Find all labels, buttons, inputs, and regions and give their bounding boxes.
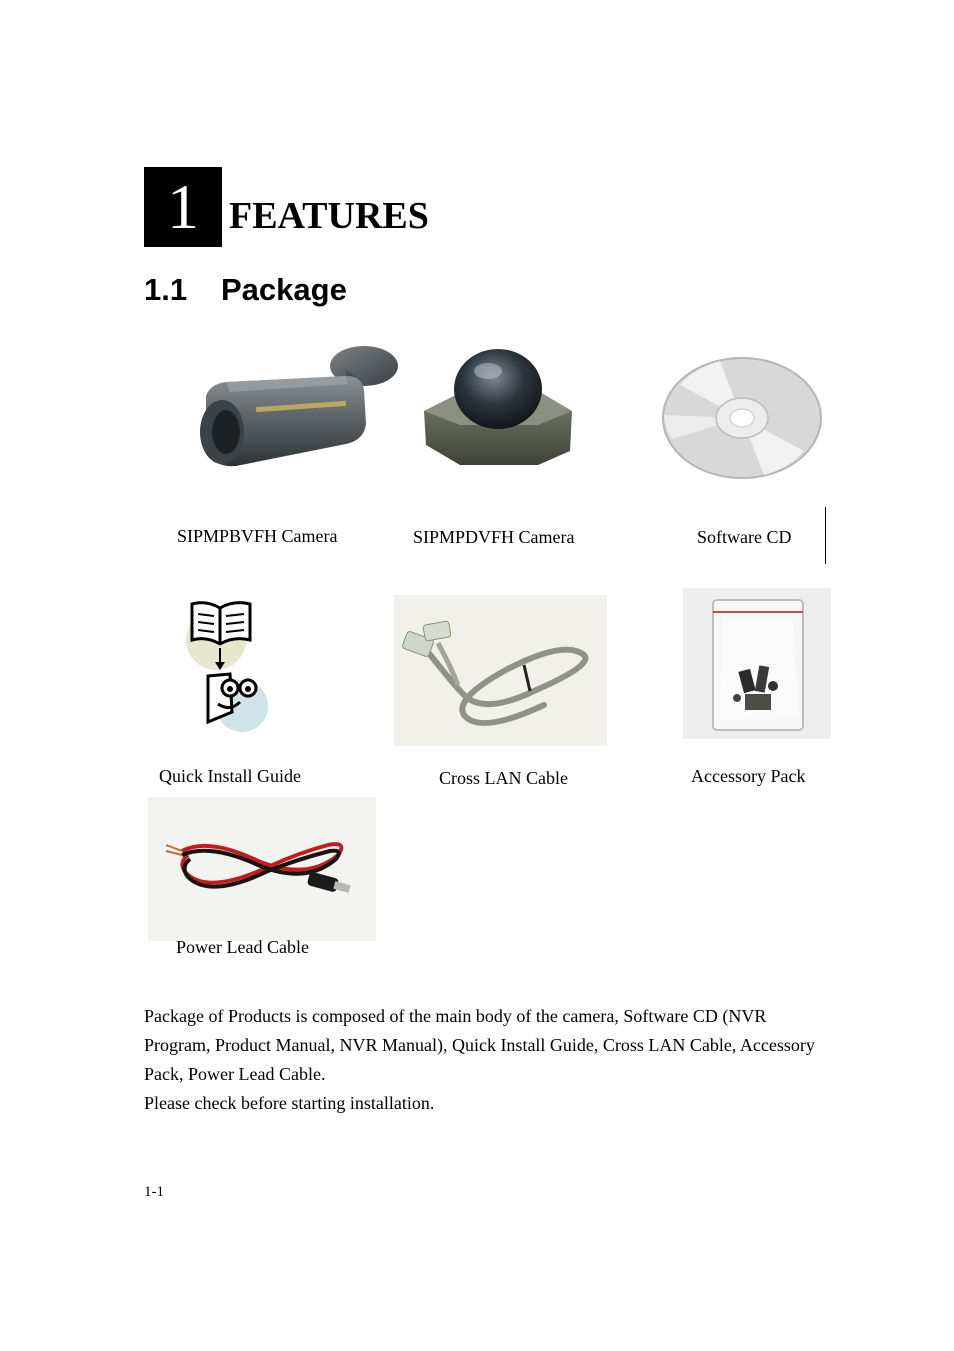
item-caption: Accessory Pack [691,766,806,786]
accessory-pack-icon [683,588,831,739]
dome-camera-icon [420,345,574,467]
section-number: 1.1 [144,272,188,307]
description-text [144,1002,824,1118]
chapter-title: FEATURES [229,195,429,237]
item-caption: SIPMPDVFH Camera [413,527,575,547]
item-caption: Quick Install Guide [159,766,301,786]
description-paragraph: Package of Products is composed of the main body of the camera, Software CD (NVR Program, Product Manual, NVR Manual), Quick Install Guide, Cross LAN Cable, Accessory Pack, Power Lead Cable. [144,1006,815,1084]
section-heading [144,270,347,310]
item-caption: Software CD [697,527,792,547]
bullet-camera-icon [196,340,402,470]
description-note: Please check before starting installation. [144,1093,435,1113]
item-caption: Power Lead Cable [176,937,309,957]
section-title: Package [221,272,347,307]
power-cable-icon [148,797,376,941]
lan-cable-icon [394,595,607,746]
cd-icon [660,355,824,481]
page-number: 1-1 [144,1184,164,1200]
vertical-rule [825,507,826,564]
chapter-number: 1 [144,167,222,247]
install-guide-icon [184,600,270,736]
item-caption: Cross LAN Cable [439,768,568,788]
item-caption: SIPMPBVFH Camera [177,526,338,546]
